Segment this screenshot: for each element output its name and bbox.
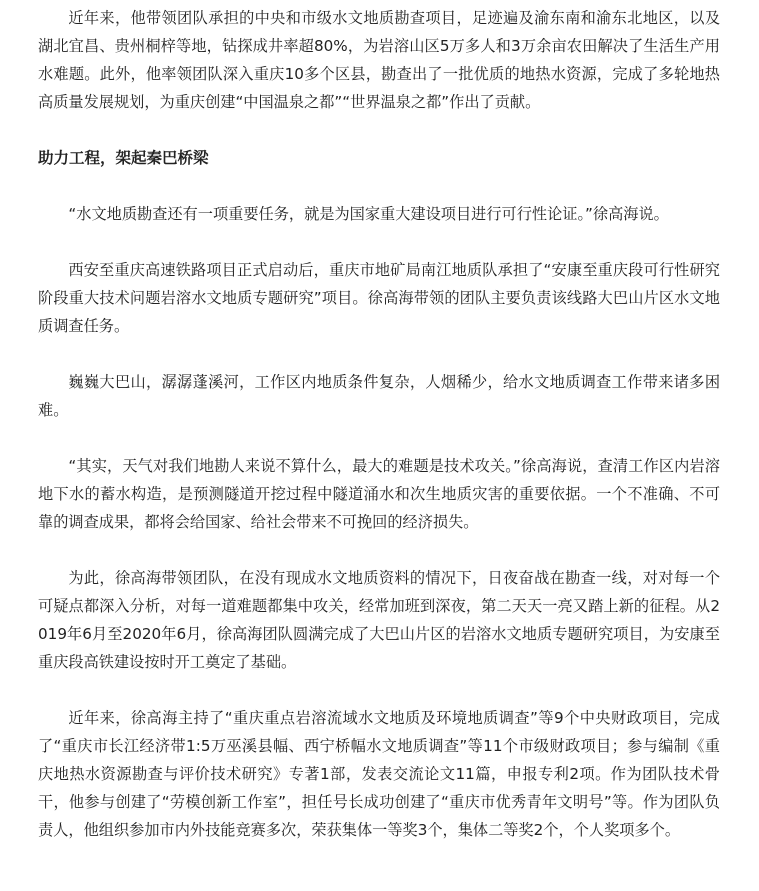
paragraph-team-effort: 为此，徐高海带领团队，在没有现成水文地质资料的情况下，日夜奋战在勘查一线，对对每一个可疑点都深入分析，对每一道难题都集中攻关，经常加班到深夜，第二天天一亮又踏上新的征程。从2019年6月至2020年6月，徐高海团队圆满完成了大巴山片区的岩溶水文地质专题研究项目，为安康至重庆段高铁建设按时开工奠定了基础。: [38, 569, 720, 671]
paragraph-water-projects: 近年来，他带领团队承担的中央和市级水文地质勘查项目，足迹遍及渝东南和渝东北地区，以及湖北宜昌、贵州桐梓等地，钻探成井率超80%，为岩溶山区5万多人和3万余亩农田解决了生活生产用水难题。此外，他率领团队深入重庆10多个区县，勘查出了一批优质的地热水资源，完成了多轮地热高质量发展规划，为重庆创建“中国温泉之都”“世界温泉之都”作出了贡献。: [38, 9, 720, 111]
article-body: [38, 4, 720, 872]
paragraph-quote-task: “水文地质勘查还有一项重要任务，就是为国家重大建设项目进行可行性论证。”徐高海说。: [68, 205, 669, 223]
paragraph-dabashan: 巍巍大巴山，潺潺蓬溪河，工作区内地质条件复杂，人烟稀少，给水文地质调查工作带来诸多困难。: [38, 373, 720, 419]
paragraph-railway-project: 西安至重庆高速铁路项目正式启动后，重庆市地矿局南江地质队承担了“安康至重庆段可行性研究阶段重大技术问题岩溶水文地质专题研究”项目。徐高海带领的团队主要负责该线路大巴山片区水文地质调查任务。: [38, 261, 720, 335]
paragraph-technical-challenge: “其实，天气对我们地勘人来说不算什么，最大的难题是技术攻关。”徐高海说，查清工作区内岩溶地下水的蓄水构造，是预测隧道开挖过程中隧道涌水和次生地质灾害的重要依据。一个不准确、不可靠的调查成果，都将会给国家、给社会带来不可挽回的经济损失。: [38, 457, 720, 531]
section-heading: 助力工程，架起秦巴桥梁: [38, 149, 209, 167]
paragraph-achievements: 近年来，徐高海主持了“重庆重点岩溶流域水文地质及环境地质调查”等9个中央财政项目，完成了“重庆市长江经济带1:5万巫溪县幅、西宁桥幅水文地质调查”等11个市级财政项目；参与编制《重庆地热水资源勘查与评价技术研究》专著1部，发表交流论文11篇，申报专利2项。作为团队技术骨干，他参与创建了“劳模创新工作室”，担任号长成功创建了“重庆市优秀青年文明号”等。作为团队负责人，他组织参加市内外技能竞赛多次，荣获集体一等奖3个，集体二等奖2个，个人奖项多个。: [38, 709, 720, 839]
